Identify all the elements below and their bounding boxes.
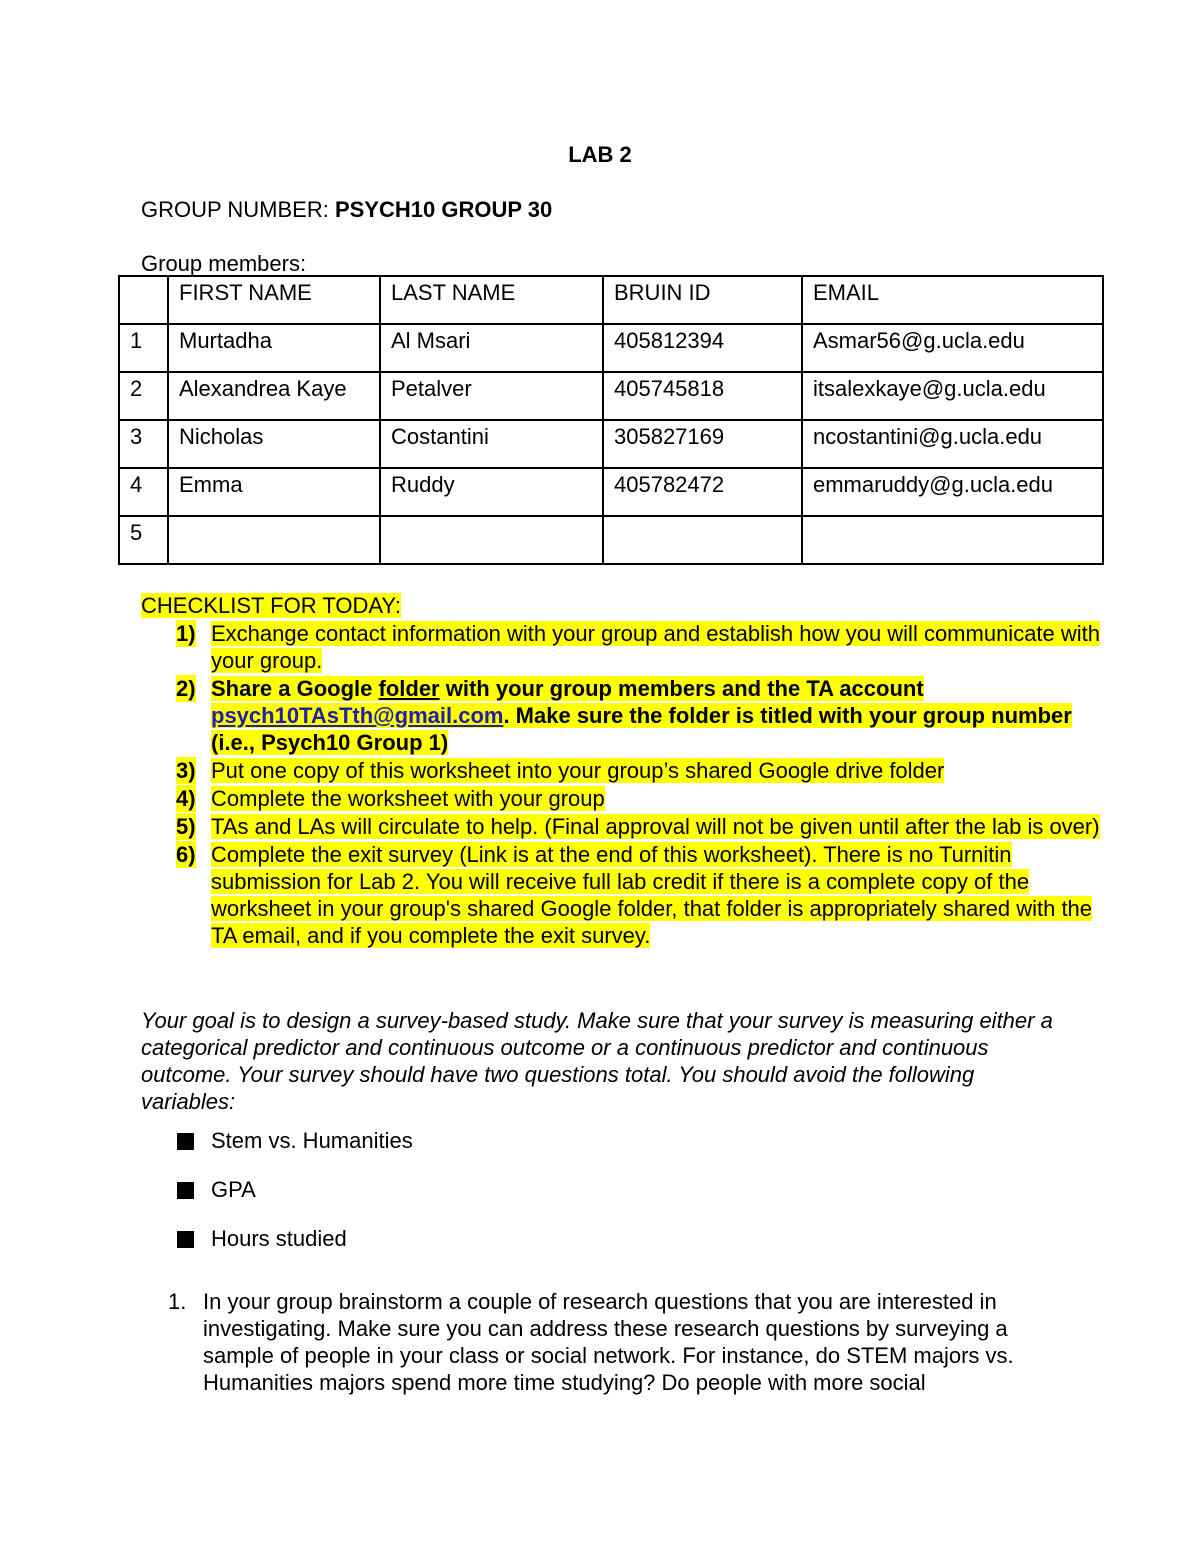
bruin-id-cell: 405812394 bbox=[603, 324, 802, 372]
checklist-item bbox=[141, 757, 1101, 784]
square-bullet-icon bbox=[177, 1133, 194, 1150]
list-item bbox=[177, 1225, 413, 1253]
table-header-bruin-id: BRUIN ID bbox=[603, 276, 802, 324]
checklist-item bbox=[141, 785, 1101, 812]
avoid-variables-list bbox=[177, 1127, 413, 1274]
table-header-row bbox=[119, 276, 1103, 324]
checklist-item-number: 2) bbox=[176, 676, 196, 701]
table-row bbox=[119, 420, 1103, 468]
square-bullet-icon bbox=[177, 1182, 194, 1199]
row-number: 3 bbox=[119, 420, 168, 468]
email-cell bbox=[802, 516, 1103, 564]
last-name-cell: Costantini bbox=[380, 420, 603, 468]
checklist-item-text: Exchange contact information with your group and establish how you will communicate with your group. bbox=[211, 621, 1101, 673]
group-number-value: PSYCH10 GROUP 30 bbox=[334, 197, 553, 222]
list-item bbox=[177, 1127, 413, 1155]
checklist-item-number: 3) bbox=[176, 758, 196, 783]
group-number-label: GROUP NUMBER: bbox=[141, 197, 335, 222]
checklist-item-number: 5) bbox=[176, 814, 196, 839]
checklist-item-text: Complete the worksheet with your group bbox=[211, 786, 605, 811]
checklist-item bbox=[141, 813, 1101, 840]
first-name-cell bbox=[168, 516, 380, 564]
checklist-item bbox=[141, 841, 1101, 949]
last-name-cell bbox=[380, 516, 603, 564]
bruin-id-cell bbox=[603, 516, 802, 564]
list-item bbox=[177, 1176, 413, 1204]
row-number: 4 bbox=[119, 468, 168, 516]
table-header-cell bbox=[119, 276, 168, 324]
table-row bbox=[119, 372, 1103, 420]
question-number: 1. bbox=[168, 1289, 187, 1314]
checklist-item-text: with your group members and the TA account bbox=[439, 676, 924, 701]
group-members-table bbox=[118, 275, 1104, 565]
square-bullet-icon bbox=[177, 1231, 194, 1248]
checklist-item-text: Share a Google bbox=[211, 676, 379, 701]
table-row bbox=[119, 516, 1103, 564]
checklist-item bbox=[141, 675, 1101, 756]
email-cell: emmaruddy@g.ucla.edu bbox=[802, 468, 1103, 516]
list-item-text: Hours studied bbox=[211, 1226, 347, 1251]
last-name-cell: Al Msari bbox=[380, 324, 603, 372]
last-name-cell: Petalver bbox=[380, 372, 603, 420]
checklist-item bbox=[141, 620, 1101, 674]
checklist-item-text: Complete the exit survey (Link is at the end of this worksheet). There is no Turnitin submission for Lab 2. You will receive full lab credit if there is a complete copy of the worksheet in your group's shared Google folder, that folder is appropriately shared with the TA email, and if you complete the exit survey. bbox=[211, 842, 1093, 948]
checklist-heading-text: CHECKLIST FOR TODAY: bbox=[141, 593, 401, 618]
row-number: 2 bbox=[119, 372, 168, 420]
list-item-text: GPA bbox=[211, 1177, 256, 1202]
table-row bbox=[119, 468, 1103, 516]
group-number bbox=[141, 197, 552, 223]
bruin-id-cell: 405745818 bbox=[603, 372, 802, 420]
checklist-item-text: . Make sure the folder is titled with your group number (i.e., Psych10 Group 1) bbox=[211, 703, 1072, 755]
table-header-email: EMAIL bbox=[802, 276, 1103, 324]
table-header-first-name: FIRST NAME bbox=[168, 276, 380, 324]
email-cell: ncostantini@g.ucla.edu bbox=[802, 420, 1103, 468]
question-1 bbox=[168, 1288, 1068, 1396]
group-members-label: Group members: bbox=[141, 251, 307, 276]
email-cell: itsalexkaye@g.ucla.edu bbox=[802, 372, 1103, 420]
first-name-cell: Alexandrea Kaye bbox=[168, 372, 380, 420]
checklist-heading bbox=[141, 592, 401, 619]
row-number: 1 bbox=[119, 324, 168, 372]
checklist-item-number: 1) bbox=[176, 621, 196, 646]
checklist-item-number: 6) bbox=[176, 842, 196, 867]
row-number: 5 bbox=[119, 516, 168, 564]
email-cell: Asmar56@g.ucla.edu bbox=[802, 324, 1103, 372]
question-text: In your group brainstorm a couple of research questions that you are interested in investigating. Make sure you can address these research questions by surveying a sample of people in your class or social network. For instance, do STEM majors vs. Humanities majors spend more time studying? Do people with more social bbox=[203, 1289, 1014, 1395]
first-name-cell: Emma bbox=[168, 468, 380, 516]
table-header-last-name: LAST NAME bbox=[380, 276, 603, 324]
folder-link[interactable]: folder bbox=[378, 676, 440, 701]
checklist-item-number: 4) bbox=[176, 786, 196, 811]
bruin-id-cell: 305827169 bbox=[603, 420, 802, 468]
table-row bbox=[119, 324, 1103, 372]
last-name-cell: Ruddy bbox=[380, 468, 603, 516]
ta-email-link[interactable]: psych10TAsTth@gmail.com bbox=[211, 703, 504, 728]
first-name-cell: Nicholas bbox=[168, 420, 380, 468]
list-item-text: Stem vs. Humanities bbox=[211, 1128, 413, 1153]
checklist-item-text: Put one copy of this worksheet into your group’s shared Google drive folder bbox=[211, 758, 945, 783]
checklist bbox=[141, 620, 1101, 950]
goal-paragraph: Your goal is to design a survey-based study. Make sure that your survey is measuring either a categorical predictor and continuous outcome or a continuous predictor and continuous outcome. Your survey should have two questions total. You should avoid the following variables: bbox=[141, 1008, 1053, 1114]
lab-title: LAB 2 bbox=[568, 142, 632, 167]
checklist-item-text: TAs and LAs will circulate to help. (Final approval will not be given until after the lab is over) bbox=[211, 814, 1100, 839]
bruin-id-cell: 405782472 bbox=[603, 468, 802, 516]
first-name-cell: Murtadha bbox=[168, 324, 380, 372]
